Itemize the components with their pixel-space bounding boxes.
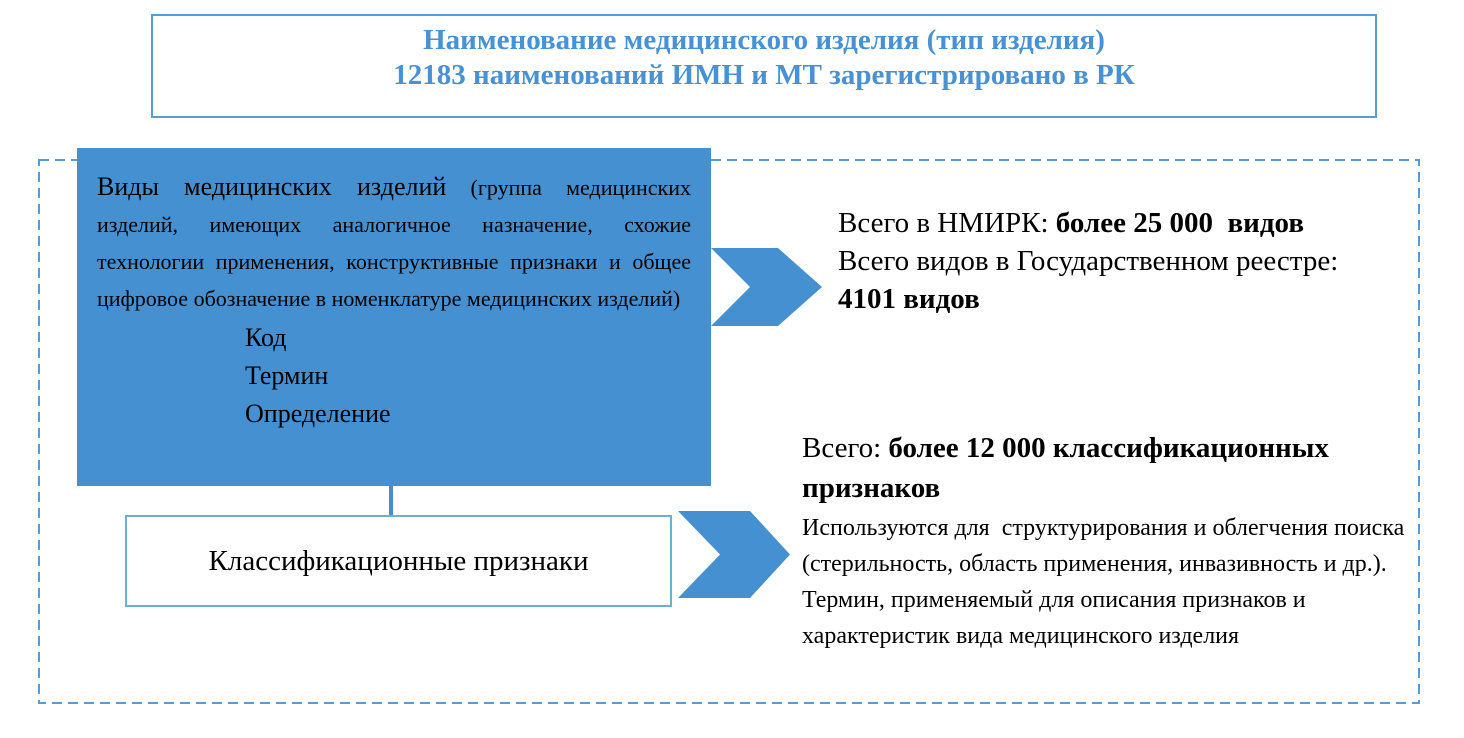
stat-line-bold: более 25 000 видов [1055, 207, 1304, 239]
stat-line-bold: 4101 видов [838, 283, 980, 315]
stat-body: Используются для структурирования и облегчения поиска (стерильность, область применения, инвазивность и др.). Термин, применяемый для описания признаков и характеристик вида медицинского изделия [802, 515, 1411, 649]
header-line-2: 12183 наименований ИМН и МТ зарегистрировано в РК [393, 59, 1135, 91]
device-types-lead: Виды медицинских изделий [97, 172, 447, 201]
attribute-list [245, 319, 691, 433]
header-box [151, 14, 1377, 118]
device-types-box [77, 148, 711, 486]
device-types-paren: (группа медицинских изделий, имеющих аналогичное назначение, схожие технологии применения, конструктивные признаки и общее цифровое обозначение в номенклатуре медицинских изделий) [97, 175, 692, 311]
arrow-right-shape [711, 248, 822, 326]
list-item: Определение [245, 399, 391, 428]
list-item: Термин [245, 361, 329, 390]
arrow-right-icon [678, 511, 790, 598]
classification-label: Классификационные признаки [208, 544, 589, 577]
stat-line [838, 204, 1433, 242]
device-types-description [97, 168, 691, 317]
stat-heading-bold: более 12 000 классификационных признаков [802, 432, 1337, 504]
stat-heading [802, 428, 1452, 508]
arrow-right-shape [678, 511, 790, 598]
stat-heading-prefix: Всего: [802, 432, 889, 464]
header-line-1: Наименование медицинского изделия (тип изделия) [423, 24, 1105, 56]
stat-line-prefix: Всего в НМИРК: [838, 207, 1056, 239]
stat-line [838, 280, 1433, 318]
stat-line: Всего видов в Государственном реестре: [838, 245, 1339, 277]
classification-stats-text [802, 428, 1452, 654]
connector-line [389, 486, 393, 516]
classification-box [125, 515, 672, 607]
arrow-right-icon [711, 248, 822, 326]
list-item: Код [245, 323, 287, 352]
types-stats-text [838, 204, 1433, 318]
